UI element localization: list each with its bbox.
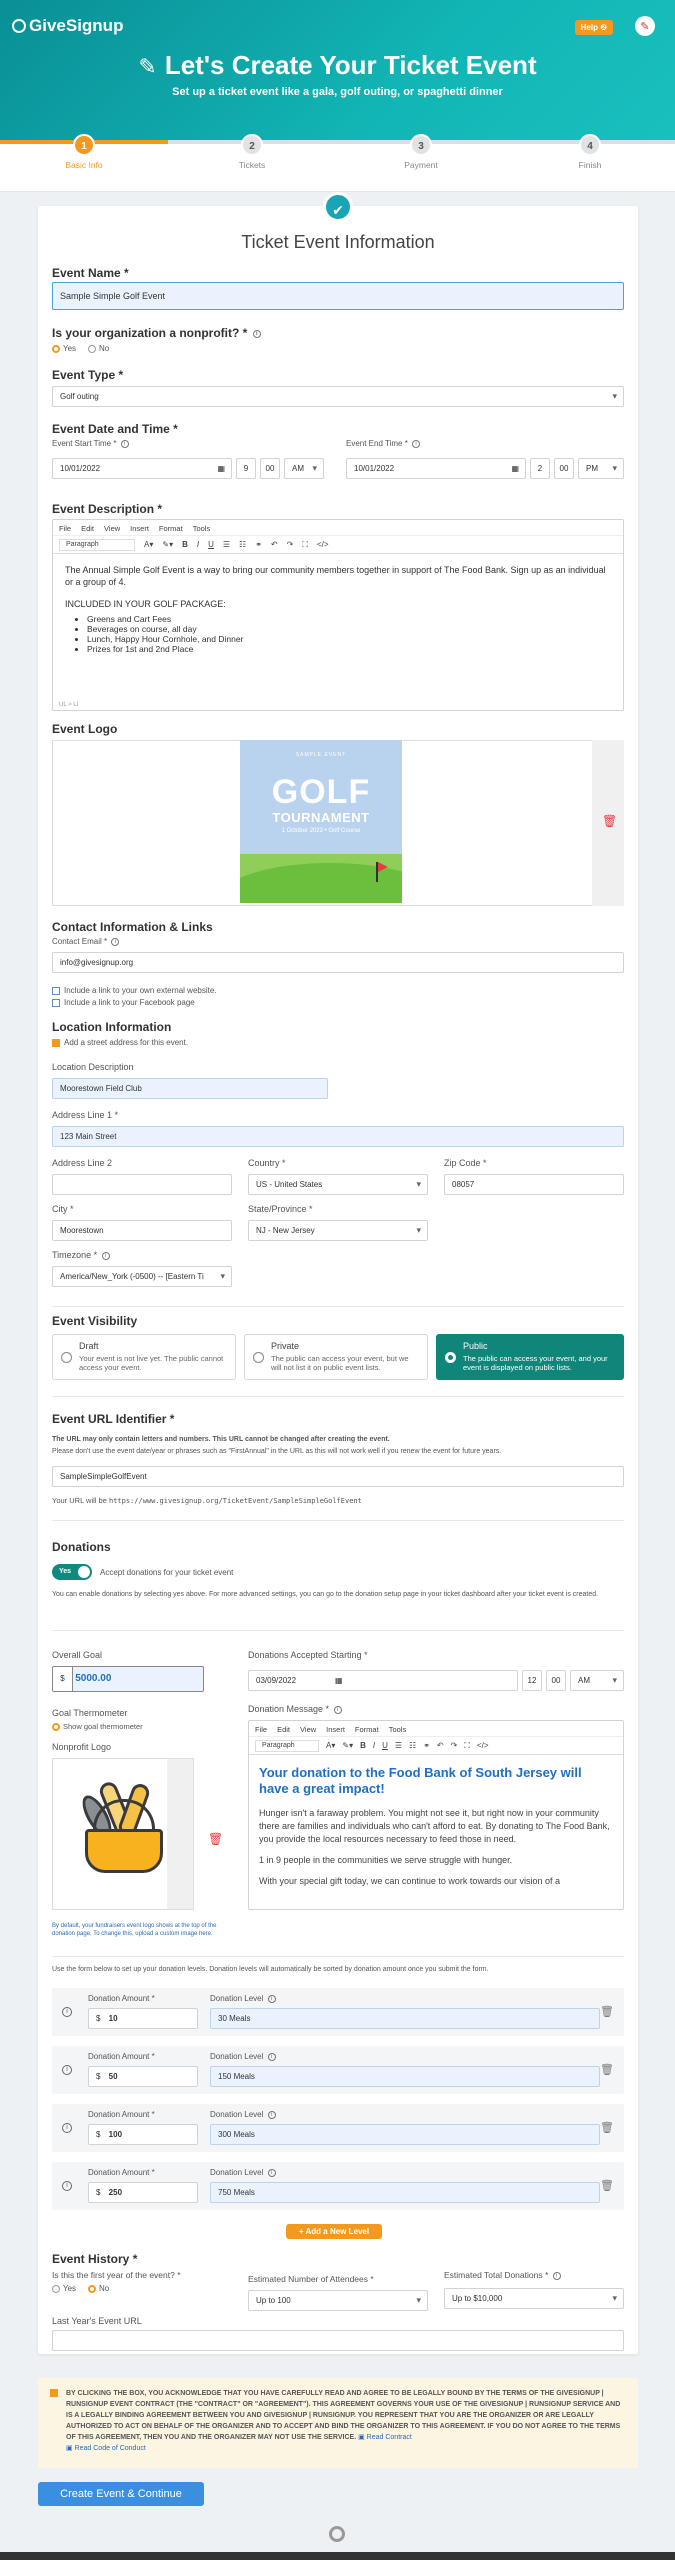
end-time-label-text: Event End Time * bbox=[346, 439, 408, 448]
checkbox-checked-icon bbox=[52, 1039, 60, 1047]
delete-level-icon[interactable]: 🗑 bbox=[600, 2180, 614, 2192]
zip-input[interactable]: 08057 bbox=[444, 1174, 624, 1195]
donation-level-row bbox=[52, 2046, 624, 2094]
underline-icon[interactable]: U bbox=[208, 540, 214, 549]
donation-level-label-text: Donation Level bbox=[210, 1994, 264, 2003]
start-time-label-text: Event Start Time * bbox=[52, 439, 117, 448]
italic-icon[interactable]: I bbox=[196, 540, 200, 549]
editor-toolbar bbox=[53, 536, 623, 554]
url-preview bbox=[52, 1496, 362, 1505]
donation-start-date-input[interactable] bbox=[248, 1670, 518, 1691]
overall-goal-label: Overall Goal bbox=[52, 1650, 103, 1660]
donations-info: You can enable donations by selecting yes above. For more advanced settings, you can go to the donation setup page in your ticket dashboard after your ticket event is created. bbox=[52, 1591, 599, 1598]
logo-image-top-text: SAMPLE EVENT bbox=[295, 752, 347, 758]
start-minute-input[interactable]: 00 bbox=[260, 458, 280, 479]
donation-message-editor[interactable] bbox=[248, 1720, 624, 1910]
stepper bbox=[0, 141, 675, 192]
start-time-label bbox=[52, 439, 129, 448]
italic-icon[interactable]: I bbox=[372, 1741, 376, 1750]
radio-selected-icon bbox=[445, 1352, 456, 1363]
footer-logo-icon bbox=[329, 2526, 345, 2542]
url-label: Event URL Identifier * bbox=[52, 1412, 175, 1426]
state-select[interactable]: NJ - New Jersey ▾ bbox=[248, 1220, 428, 1241]
nonprofit-no[interactable] bbox=[88, 344, 109, 353]
add-new-level-button[interactable]: + Add a New Level bbox=[286, 2224, 382, 2239]
link-icon[interactable]: ⚭ bbox=[423, 1741, 430, 1750]
page-title bbox=[0, 50, 675, 81]
last-year-url-input[interactable] bbox=[52, 2330, 624, 2351]
logo-image-date: 1 October 2022 • Golf Course bbox=[281, 828, 361, 834]
donation-level-row bbox=[52, 2162, 624, 2210]
donation-amount-label: Donation Amount * bbox=[88, 2052, 155, 2061]
nonprofit-yes[interactable] bbox=[52, 344, 76, 353]
menu-file[interactable]: File bbox=[255, 1725, 268, 1734]
no-text: No bbox=[99, 344, 110, 353]
event-logo-image bbox=[240, 740, 402, 903]
radio-selected-icon bbox=[88, 2285, 96, 2293]
donation-start-minute[interactable]: 00 bbox=[546, 1670, 566, 1691]
timezone-label-text: Timezone * bbox=[52, 1250, 98, 1260]
address1-input[interactable]: 123 Main Street bbox=[52, 1126, 624, 1147]
external-link-checkbox[interactable] bbox=[52, 986, 217, 995]
end-time-label bbox=[346, 439, 420, 448]
list-item: • Lunch, Happy Hour Cornhole, and Dinner bbox=[87, 634, 611, 644]
event-name-input[interactable]: Sample Simple Golf Event bbox=[52, 282, 624, 310]
donation-level-label-text: Donation Level bbox=[210, 2168, 264, 2177]
info-icon[interactable]: i bbox=[102, 1252, 110, 1260]
bold-icon[interactable]: B bbox=[182, 540, 188, 549]
undo-icon[interactable]: ↶ bbox=[270, 540, 278, 549]
visibility-option-title: Draft bbox=[79, 1341, 99, 1351]
last-year-url-label: Last Year's Event URL bbox=[52, 2316, 142, 2326]
logo-icon bbox=[12, 19, 26, 33]
donations-starting-label: Donations Accepted Starting * bbox=[248, 1650, 368, 1660]
visibility-option-desc: Your event is not live yet. The public cannot access your event. bbox=[79, 1354, 224, 1372]
golf-flag-icon bbox=[376, 862, 378, 882]
donations-label: Donations bbox=[52, 1540, 111, 1554]
start-ampm-select[interactable]: AM ▾ bbox=[284, 458, 324, 479]
create-event-button[interactable]: Create Event & Continue bbox=[38, 2482, 204, 2506]
step-number: 4 bbox=[579, 134, 601, 156]
location-desc-input[interactable]: Moorestown Field Club bbox=[52, 1078, 328, 1099]
first-year-yes[interactable] bbox=[52, 2284, 76, 2293]
first-year-no[interactable] bbox=[88, 2284, 109, 2293]
address1-label: Address Line 1 * bbox=[52, 1110, 119, 1120]
end-date-text: 10/01/2022 bbox=[354, 464, 395, 473]
visibility-public-option[interactable] bbox=[436, 1334, 624, 1380]
delete-level-icon[interactable]: 🗑 bbox=[600, 2006, 614, 2018]
timezone-label bbox=[52, 1250, 110, 1260]
link-icon[interactable]: ⚭ bbox=[255, 540, 262, 549]
step-number: 3 bbox=[410, 134, 432, 156]
divider bbox=[52, 1956, 624, 1957]
url-note-2: Please don't use the event date/year or phrases such as "FirstAnnual" in the URL as this will not work well if you renew the event for future years. bbox=[52, 1448, 502, 1455]
info-icon[interactable]: i bbox=[111, 938, 119, 946]
description-label: Event Description * bbox=[52, 502, 163, 516]
accept-donations-text: Accept donations for your ticket event bbox=[100, 1568, 234, 1577]
donation-message-label-text: Donation Message * bbox=[248, 1704, 330, 1714]
terms-agreement bbox=[38, 2378, 638, 2468]
card-title: Ticket Event Information bbox=[241, 232, 435, 252]
end-ampm-select[interactable]: PM ▾ bbox=[578, 458, 624, 479]
nonprofit-label bbox=[52, 326, 261, 340]
menu-view[interactable]: View bbox=[104, 524, 121, 533]
end-hour-input[interactable]: 2 bbox=[530, 458, 550, 479]
divider bbox=[52, 1396, 624, 1397]
paragraph-select[interactable]: Paragraph bbox=[59, 539, 135, 551]
delete-level-icon[interactable]: 🗑 bbox=[600, 2064, 614, 2076]
info-icon[interactable]: i bbox=[334, 1706, 342, 1714]
donation-level-row bbox=[52, 1988, 624, 2036]
location-desc-label: Location Description bbox=[52, 1062, 134, 1072]
state-label: State/Province * bbox=[248, 1204, 313, 1214]
fullscreen-icon[interactable]: ⛶ bbox=[464, 1740, 470, 1750]
show-thermometer-radio[interactable] bbox=[52, 1722, 143, 1731]
url-preview-prefix: Your URL will be bbox=[52, 1496, 107, 1505]
visibility-option-title: Private bbox=[271, 1341, 300, 1351]
menu-insert[interactable]: Insert bbox=[326, 1725, 345, 1734]
total-donations-label bbox=[444, 2270, 561, 2280]
donation-message-paragraph: With your special gift today, we can continue to work towards our vision of a bbox=[259, 1876, 560, 1886]
facebook-link-checkbox[interactable] bbox=[52, 998, 195, 1007]
delete-logo-icon[interactable]: 🗑 bbox=[602, 814, 618, 828]
list-item: • Greens and Cart Fees bbox=[87, 614, 611, 624]
url-preview-value: https://www.givesignup.org/TicketEvent/SampleSimpleGolfEvent bbox=[108, 1497, 362, 1505]
editor-status: UL > LI bbox=[59, 702, 79, 708]
donation-level-input[interactable]: 150 Meals bbox=[210, 2066, 600, 2087]
no-text: No bbox=[99, 2284, 110, 2293]
undo-icon[interactable]: ↶ bbox=[436, 1741, 444, 1750]
zip-label: Zip Code * bbox=[444, 1158, 487, 1168]
total-donations-label-text: Estimated Total Donations * bbox=[444, 2270, 549, 2280]
info-icon[interactable]: i bbox=[62, 2181, 72, 2191]
levels-info: Use the form below to set up your donation levels. Donation levels will automatically be sorted by donation amount once you submit the form. bbox=[52, 1966, 489, 1973]
checkbox-icon bbox=[52, 987, 60, 995]
step-label: Payment bbox=[404, 160, 438, 170]
donation-amount-input[interactable]: $ 50 bbox=[88, 2066, 198, 2087]
highlight-icon[interactable]: ✎▾ bbox=[162, 540, 174, 549]
info-icon[interactable]: i bbox=[412, 440, 420, 448]
text-color-icon[interactable]: A▾ bbox=[326, 1741, 336, 1750]
donation-amount-input[interactable]: $ 100 bbox=[88, 2124, 198, 2145]
redo-icon[interactable]: ↷ bbox=[450, 1741, 458, 1750]
page-header bbox=[0, 0, 675, 144]
info-icon[interactable]: i bbox=[253, 330, 261, 338]
calendar-icon[interactable]: ▦ bbox=[217, 464, 225, 473]
step-label: Finish bbox=[578, 160, 602, 170]
donation-amount-input[interactable]: $ 10 bbox=[88, 2008, 198, 2029]
logo-text: GiveSignup bbox=[29, 16, 124, 35]
attendees-select[interactable]: Up to 100 ▾ bbox=[248, 2290, 428, 2311]
basket-body bbox=[85, 1829, 163, 1873]
info-icon[interactable]: i bbox=[62, 2123, 72, 2133]
nonprofit-logo-label: Nonprofit Logo bbox=[52, 1742, 112, 1752]
info-icon[interactable]: i bbox=[62, 2007, 72, 2017]
donation-amount-label: Donation Amount * bbox=[88, 2168, 155, 2177]
read-contract-link[interactable]: ▣ Read Contract bbox=[358, 2434, 412, 2441]
donation-message-title: Your donation to the Food Bank of South Jersey will have a great impact! bbox=[259, 1765, 582, 1796]
event-type-select[interactable]: Golf outing ▾ bbox=[52, 386, 624, 407]
menu-view[interactable]: View bbox=[300, 1725, 317, 1734]
donation-amount-value: 50 bbox=[108, 2072, 118, 2081]
bold-icon[interactable]: B bbox=[360, 1741, 366, 1750]
donation-level-label bbox=[210, 2110, 276, 2119]
radio-icon bbox=[253, 1352, 264, 1363]
editor-toolbar bbox=[249, 1737, 623, 1755]
logo-side-panel bbox=[167, 1759, 193, 1909]
read-code-link[interactable]: ▣ Read Code of Conduct bbox=[66, 2445, 146, 2452]
timezone-select[interactable]: America/New_York (-0500) -- [Eastern Ti ▾ bbox=[52, 1266, 232, 1287]
read-code-text: Read Code of Conduct bbox=[74, 2445, 146, 2452]
menu-edit[interactable]: Edit bbox=[277, 1725, 291, 1734]
bullet-list-icon[interactable]: ☰ bbox=[394, 1741, 403, 1750]
total-donations-select[interactable]: Up to $10,000 ▾ bbox=[444, 2288, 624, 2309]
clipboard-icon: ✔ bbox=[323, 192, 353, 222]
location-label: Location Information bbox=[52, 1020, 172, 1034]
donation-level-row bbox=[52, 2104, 624, 2152]
attendees-label: Estimated Number of Attendees * bbox=[248, 2274, 374, 2284]
calendar-icon[interactable]: ▦ bbox=[335, 1676, 343, 1685]
underline-icon[interactable]: U bbox=[382, 1741, 388, 1750]
dollar-icon: $ bbox=[53, 1667, 73, 1691]
description-package-heading: INCLUDED IN YOUR GOLF PACKAGE: bbox=[65, 599, 226, 609]
add-street-checkbox[interactable] bbox=[52, 1038, 188, 1047]
read-contract-text: Read Contract bbox=[366, 2434, 412, 2441]
footer-bar bbox=[0, 2552, 675, 2560]
step-finish[interactable] bbox=[540, 134, 640, 170]
help-button[interactable]: Help ❷ bbox=[575, 20, 613, 35]
donation-message-paragraph: Hunger isn't a faraway problem. You might not see it, but right now in your community there are families and individuals who can't afford to eat. By donating to The Food Bank, you provide the local resources necessary to feed those in need. bbox=[259, 1808, 610, 1844]
contact-label: Contact Information & Links bbox=[52, 920, 213, 934]
donation-level-label bbox=[210, 2052, 276, 2061]
redo-icon[interactable]: ↷ bbox=[286, 540, 294, 549]
info-icon[interactable]: i bbox=[553, 2272, 561, 2280]
logo-image-title: GOLF bbox=[271, 773, 371, 811]
yes-text: Yes bbox=[63, 2284, 77, 2293]
add-street-text: Add a street address for this event. bbox=[64, 1038, 189, 1047]
visibility-option-title: Public bbox=[463, 1341, 488, 1351]
visibility-option-desc: The public can access your event, and your event is displayed on public lists. bbox=[463, 1354, 608, 1372]
number-list-icon[interactable]: ☷ bbox=[239, 540, 247, 549]
donation-amount-value: 10 bbox=[108, 2014, 118, 2023]
step-tickets[interactable] bbox=[202, 134, 302, 170]
donation-level-input[interactable]: 750 Meals bbox=[210, 2182, 600, 2203]
start-hour-input[interactable]: 9 bbox=[236, 458, 256, 479]
delete-nonprofit-logo-icon[interactable]: 🗑 bbox=[208, 1832, 224, 1846]
menu-tools[interactable]: Tools bbox=[388, 1725, 407, 1734]
givesignup-logo[interactable] bbox=[12, 16, 123, 36]
step-basic-info[interactable] bbox=[34, 134, 134, 170]
donation-level-input[interactable]: 30 Meals bbox=[210, 2008, 600, 2029]
url-note-1: The URL may only contain letters and numbers. This URL cannot be changed after creating the event. bbox=[52, 1436, 390, 1443]
paragraph-select[interactable]: Paragraph bbox=[255, 1740, 319, 1752]
start-date-text: 10/01/2022 bbox=[60, 464, 101, 473]
contact-email-input[interactable]: info@givesignup.org bbox=[52, 952, 624, 973]
visibility-private-option[interactable] bbox=[244, 1334, 428, 1380]
menu-format[interactable]: Format bbox=[158, 524, 183, 533]
step-number: 1 bbox=[73, 134, 95, 156]
donations-toggle[interactable]: Yes bbox=[52, 1564, 92, 1580]
radio-selected-icon bbox=[52, 1723, 60, 1731]
divider bbox=[52, 1630, 624, 1631]
donation-level-input[interactable]: 300 Meals bbox=[210, 2124, 600, 2145]
contact-email-label bbox=[52, 937, 119, 946]
editor-body[interactable] bbox=[249, 1755, 623, 1906]
start-date-input[interactable] bbox=[52, 458, 232, 479]
list-item: • Prizes for 1st and 2nd Place bbox=[87, 644, 611, 654]
divider bbox=[52, 1306, 624, 1307]
terms-checkbox[interactable] bbox=[50, 2389, 58, 2397]
country-label: Country * bbox=[248, 1158, 286, 1168]
donation-amount-label: Donation Amount * bbox=[88, 2110, 155, 2119]
donation-level-label bbox=[210, 1994, 276, 2003]
contact-email-label-text: Contact Email * bbox=[52, 937, 108, 946]
donation-amount-label: Donation Amount * bbox=[88, 1994, 155, 2003]
description-paragraph: The Annual Simple Golf Event is a way to bring our community members together in support of The Food Bank. Sign up as an individual or a group of 4. bbox=[65, 565, 606, 587]
editor-menu bbox=[249, 1721, 623, 1737]
page-subtitle: Set up a ticket event like a gala, golf outing, or spaghetti dinner bbox=[172, 86, 503, 98]
editor-menu bbox=[53, 520, 623, 536]
info-icon[interactable]: i bbox=[121, 440, 129, 448]
event-name-label: Event Name * bbox=[52, 266, 129, 280]
avatar[interactable]: ✎ bbox=[635, 16, 655, 36]
step-label: Basic Info bbox=[65, 160, 103, 170]
editor-body[interactable] bbox=[53, 554, 623, 664]
end-minute-input[interactable]: 00 bbox=[554, 458, 574, 479]
country-select[interactable]: US - United States ▾ bbox=[248, 1174, 428, 1195]
pen-icon: ✎ bbox=[138, 54, 157, 79]
event-type-label: Event Type * bbox=[52, 368, 124, 382]
menu-edit[interactable]: Edit bbox=[81, 524, 95, 533]
yes-text: Yes bbox=[63, 344, 77, 353]
menu-tools[interactable]: Tools bbox=[192, 524, 211, 533]
event-history-label: Event History * bbox=[52, 2252, 138, 2266]
donation-message-paragraph: 1 in 9 people in the communities we serve struggle with hunger. bbox=[259, 1855, 513, 1865]
city-label: City * bbox=[52, 1204, 74, 1214]
address2-label: Address Line 2 bbox=[52, 1158, 113, 1168]
donation-level-label-text: Donation Level bbox=[210, 2052, 264, 2061]
info-icon[interactable]: i bbox=[268, 1995, 276, 2003]
text-color-icon[interactable]: A▾ bbox=[144, 540, 154, 549]
menu-file[interactable]: File bbox=[59, 524, 72, 533]
logo-image-subtitle: TOURNAMENT bbox=[272, 810, 370, 825]
overall-goal-value: 5000.00 bbox=[75, 1673, 112, 1684]
nonprofit-logo-image bbox=[52, 1758, 194, 1910]
visibility-draft-option[interactable] bbox=[52, 1334, 236, 1380]
code-icon[interactable]: </> bbox=[316, 540, 329, 549]
radio-icon bbox=[52, 2285, 60, 2293]
event-logo-label: Event Logo bbox=[52, 722, 118, 736]
info-icon[interactable]: i bbox=[268, 2111, 276, 2119]
step-label: Tickets bbox=[238, 160, 266, 170]
number-list-icon[interactable]: ☷ bbox=[409, 1741, 417, 1750]
visibility-label: Event Visibility bbox=[52, 1314, 138, 1328]
donation-amount-value: 250 bbox=[108, 2188, 123, 2197]
goal-thermometer-label: Goal Thermometer bbox=[52, 1708, 128, 1718]
info-icon[interactable]: i bbox=[268, 2053, 276, 2061]
menu-format[interactable]: Format bbox=[354, 1725, 379, 1734]
step-number: 2 bbox=[241, 134, 263, 156]
divider bbox=[52, 1520, 624, 1521]
nonprofit-logo-note: By default, your fundraisers event logo shows at the top of the donation page. To change this, upload a custom image here. bbox=[52, 1923, 217, 1937]
nonprofit-label-text: Is your organization a nonprofit? * bbox=[52, 326, 248, 340]
donation-level-label-text: Donation Level bbox=[210, 2110, 264, 2119]
radio-yes-icon bbox=[52, 345, 60, 353]
delete-level-icon[interactable]: 🗑 bbox=[600, 2122, 614, 2134]
donation-amount-value: 100 bbox=[108, 2130, 123, 2139]
list-item: • Beverages on course, all day bbox=[87, 624, 611, 634]
checkbox-icon bbox=[52, 999, 60, 1007]
url-input[interactable]: SampleSimpleGolfEvent bbox=[52, 1466, 624, 1487]
terms-text: BY CLICKING THE BOX, YOU ACKNOWLEDGE THAT YOU HAVE CAREFULLY READ AND AGREE TO BE LEGALLY BOUND BY THE TERMS OF THE GIVESIGNUP | RUNSIGNUP EVENT CONTRACT (THE "CONTRACT" OR "AGREEMENT"). THIS AGREEMENT GOVERNS YOUR USE OF THE GIVESIGNUP | RUNSIGNUP SERVICE AND IS A LEGALLY BINDING AGREEMENT BETWEEN YOU AND GIVESIGNUP | RUNSIGNUP. YOU REPRESENT THAT YOU ARE THE ORGANIZER OR ARE LEGALLY AUTHORIZED TO ACT ON BEHALF OF THE ORGANIZER AND TO ACCEPT AND BIND THE ORGANIZER TO THIS AGREEMENT. IF YOU DO NOT AGREE TO THE TERMS OF THIS AGREEMENT, THEN YOU AND THE ORGANIZER MAY NOT USE THE SERVICE. bbox=[66, 2390, 621, 2441]
fullscreen-icon[interactable]: ⛶ bbox=[302, 539, 308, 549]
datetime-label: Event Date and Time * bbox=[52, 422, 178, 436]
first-year-label: Is this the first year of the event? * bbox=[52, 2270, 181, 2280]
menu-insert[interactable]: Insert bbox=[130, 524, 149, 533]
address2-input[interactable] bbox=[52, 1174, 232, 1195]
info-icon[interactable]: i bbox=[62, 2065, 72, 2075]
highlight-icon[interactable]: ✎▾ bbox=[342, 1741, 354, 1750]
info-icon[interactable]: i bbox=[268, 2169, 276, 2177]
overall-goal-input[interactable] bbox=[52, 1666, 204, 1692]
city-input[interactable]: Moorestown bbox=[52, 1220, 232, 1241]
radio-no-icon bbox=[88, 345, 96, 353]
step-payment[interactable] bbox=[371, 134, 471, 170]
show-thermometer-text: Show goal thermometer bbox=[63, 1722, 143, 1731]
description-editor[interactable] bbox=[52, 519, 624, 711]
facebook-link-text: Include a link to your Facebook page bbox=[64, 998, 195, 1007]
page-title-text: Let's Create Your Ticket Event bbox=[164, 50, 537, 80]
donation-level-label bbox=[210, 2168, 276, 2177]
donation-message-label bbox=[248, 1704, 342, 1714]
donation-start-hour[interactable]: 12 bbox=[522, 1670, 542, 1691]
calendar-icon[interactable]: ▦ bbox=[511, 464, 519, 473]
external-link-text: Include a link to your own external website. bbox=[64, 986, 217, 995]
donation-start-date-text: 03/09/2022 bbox=[256, 1676, 297, 1685]
end-date-input[interactable] bbox=[346, 458, 526, 479]
visibility-option-desc: The public can access your event, but we will not list it on public event lists. bbox=[271, 1354, 409, 1372]
donation-amount-input[interactable]: $ 250 bbox=[88, 2182, 198, 2203]
donation-start-ampm[interactable]: AM ▾ bbox=[570, 1670, 624, 1691]
radio-icon bbox=[61, 1352, 72, 1363]
bullet-list-icon[interactable]: ☰ bbox=[222, 540, 231, 549]
code-icon[interactable]: </> bbox=[476, 1741, 489, 1750]
